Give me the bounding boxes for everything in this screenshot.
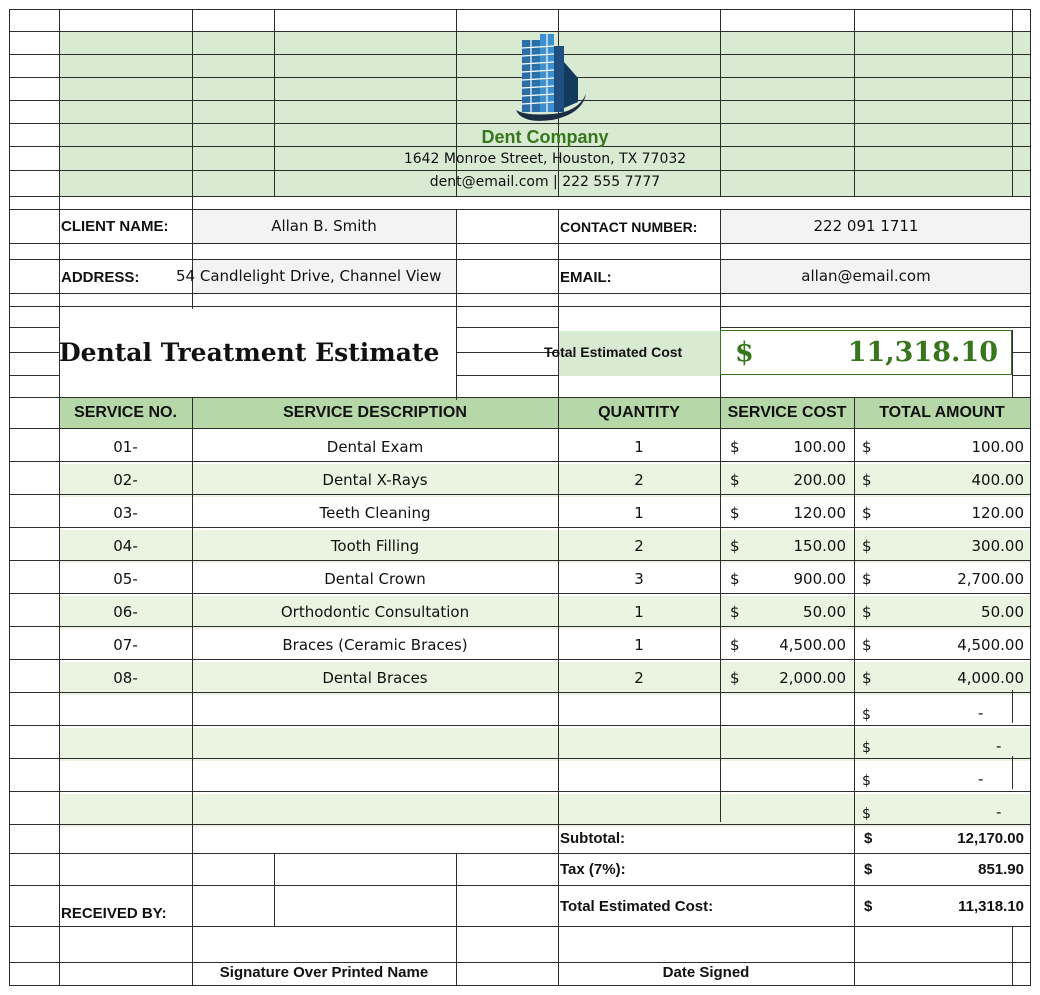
grid-line	[9, 758, 1031, 759]
client-name-label: CLIENT NAME:	[61, 218, 169, 235]
total-amount: 4,500.00	[957, 636, 1024, 654]
service-no: 08-	[113, 669, 138, 687]
total-amount-dash: -	[996, 737, 1002, 755]
row-stripe	[59, 728, 1030, 761]
grid-line	[9, 293, 1031, 294]
grid-line	[9, 725, 1031, 726]
quantity: 1	[634, 603, 644, 621]
grid-line	[456, 853, 457, 986]
service-no: 06-	[113, 603, 138, 621]
service-cost: 100.00	[793, 438, 846, 456]
grid-line	[1012, 756, 1013, 789]
grid-line	[9, 327, 59, 328]
grid-line	[9, 428, 1031, 429]
header-service-cost: SERVICE COST	[727, 404, 847, 421]
service-cost: 150.00	[793, 537, 846, 555]
grid-line	[1012, 352, 1030, 353]
service-cost: 120.00	[793, 504, 846, 522]
total-amount-currency: $	[862, 570, 872, 588]
grid-line	[720, 397, 721, 822]
header-service-no: SERVICE NO.	[74, 404, 177, 421]
service-description: Dental Crown	[324, 570, 426, 588]
total-amount-currency: $	[862, 438, 872, 456]
service-cost-currency: $	[730, 669, 740, 687]
grid-line	[9, 853, 1031, 854]
total-amount-currency: $	[862, 636, 872, 654]
service-cost-currency: $	[730, 504, 740, 522]
subtotal-label: Subtotal:	[560, 830, 625, 847]
header-quantity: QUANTITY	[598, 404, 680, 421]
total-amount-currency: $	[862, 669, 872, 687]
quantity: 1	[634, 504, 644, 522]
signature-field[interactable]	[192, 927, 456, 962]
company-name: Dent Company	[481, 127, 609, 147]
service-no: 04-	[113, 537, 138, 555]
quantity: 1	[634, 438, 644, 456]
total-amount: 300.00	[971, 537, 1024, 555]
total-amount-currency: $	[862, 603, 872, 621]
header-service-description: SERVICE DESCRIPTION	[283, 404, 467, 421]
header-total-amount: TOTAL AMOUNT	[879, 404, 1005, 421]
grid-line	[9, 243, 1031, 244]
grid-line	[9, 926, 1031, 927]
service-description: Braces (Ceramic Braces)	[282, 636, 468, 654]
service-description: Dental Braces	[322, 669, 428, 687]
total-amount-dash: -	[996, 803, 1002, 821]
total-amount-currency: $	[862, 471, 872, 489]
grid-line	[456, 210, 457, 400]
tax-currency: $	[864, 861, 873, 878]
grid-line	[456, 352, 558, 353]
grid-line	[9, 170, 1031, 171]
grid-line	[9, 885, 1031, 886]
client-name-value[interactable]: Allan B. Smith	[271, 217, 377, 235]
total-amount-currency: $	[862, 806, 871, 822]
total-currency: $	[735, 337, 754, 368]
total-amount-dash: -	[978, 704, 984, 722]
service-cost-currency: $	[730, 537, 740, 555]
service-no: 02-	[113, 471, 138, 489]
company-logo-icon	[512, 32, 590, 124]
grid-line	[9, 962, 1031, 963]
service-no: 05-	[113, 570, 138, 588]
service-description: Dental X-Rays	[322, 471, 428, 489]
service-cost-currency: $	[730, 471, 740, 489]
signature-label: Signature Over Printed Name	[219, 964, 429, 981]
estimate-title: Dental Treatment Estimate	[59, 338, 440, 367]
address-value[interactable]: 54 Candlelight Drive, Channel View	[176, 267, 442, 285]
subtotal-value: 12,170.00	[957, 830, 1024, 847]
received-by-label: RECEIVED BY:	[61, 905, 167, 922]
contact-number-label: CONTACT NUMBER:	[560, 219, 698, 235]
grid-line	[9, 9, 1031, 10]
tax-value: 851.90	[978, 861, 1024, 878]
service-cost-currency: $	[730, 570, 740, 588]
total-amount: 2,700.00	[957, 570, 1024, 588]
date-signed-label: Date Signed	[662, 964, 750, 981]
quantity: 1	[634, 636, 644, 654]
total-amount-currency: $	[862, 740, 871, 756]
total-amount-currency: $	[862, 537, 872, 555]
grid-line	[9, 9, 10, 986]
grid-line	[854, 397, 855, 986]
subtotal-currency: $	[864, 830, 873, 847]
grid-line	[720, 327, 1030, 328]
grid-line	[9, 985, 1031, 986]
grid-line	[9, 375, 59, 376]
service-cost-currency: $	[730, 636, 740, 654]
service-description: Dental Exam	[326, 438, 424, 456]
total-amount: 120.00	[971, 504, 1024, 522]
quantity: 2	[634, 471, 644, 489]
quantity: 2	[634, 537, 644, 555]
address-clip	[176, 260, 456, 293]
grid-line	[9, 306, 1031, 307]
service-cost-currency: $	[730, 438, 740, 456]
service-description: Teeth Cleaning	[319, 504, 431, 522]
grid-line	[1012, 375, 1030, 376]
service-cost: 4,500.00	[779, 636, 846, 654]
total-amount: 4,000.00	[957, 669, 1024, 687]
grid-line	[9, 352, 59, 353]
summary-total-currency: $	[864, 898, 873, 915]
total-amount: 50.00	[981, 603, 1024, 621]
contact-number-value[interactable]: 222 091 1711	[813, 217, 919, 235]
address-label: ADDRESS:	[61, 269, 140, 286]
grid-line	[456, 375, 558, 376]
summary-total-label: Total Estimated Cost:	[560, 898, 714, 915]
service-cost: 50.00	[803, 603, 846, 621]
summary-total-value: 11,318.10	[958, 898, 1024, 915]
total-estimated-value: 11,318.10	[847, 337, 998, 368]
tax-label: Tax (7%):	[560, 861, 626, 878]
total-amount-currency: $	[862, 707, 871, 723]
email-label: EMAIL:	[560, 269, 612, 286]
total-amount-dash: -	[978, 770, 984, 788]
date-signed-field[interactable]	[558, 927, 854, 962]
grid-line	[1012, 330, 1013, 397]
service-cost-currency: $	[730, 603, 740, 621]
service-cost: 200.00	[793, 471, 846, 489]
total-estimated-cost-label: Total Estimated Cost	[544, 344, 683, 360]
company-contact: dent@email.com | 222 555 7777	[429, 174, 661, 190]
email-value[interactable]: allan@email.com	[801, 267, 931, 285]
total-label-clip	[544, 331, 720, 376]
grid-line	[9, 824, 1031, 825]
grid-line	[9, 791, 1031, 792]
service-description: Orthodontic Consultation	[280, 603, 470, 621]
service-no: 01-	[113, 438, 138, 456]
service-description: Tooth Filling	[330, 537, 420, 555]
service-cost: 900.00	[793, 570, 846, 588]
grid-line	[1012, 926, 1013, 986]
total-amount-currency: $	[862, 773, 871, 789]
company-address: 1642 Monroe Street, Houston, TX 77032	[403, 151, 687, 167]
total-amount: 100.00	[971, 438, 1024, 456]
total-amount: 400.00	[971, 471, 1024, 489]
quantity: 3	[634, 570, 644, 588]
service-no: 03-	[113, 504, 138, 522]
grid-line	[456, 327, 558, 328]
row-stripe	[59, 794, 1030, 827]
quantity: 2	[634, 669, 644, 687]
service-no: 07-	[113, 636, 138, 654]
service-cost: 2,000.00	[779, 669, 846, 687]
grid-line	[9, 196, 1031, 197]
grid-line	[274, 853, 275, 927]
total-amount-currency: $	[862, 504, 872, 522]
